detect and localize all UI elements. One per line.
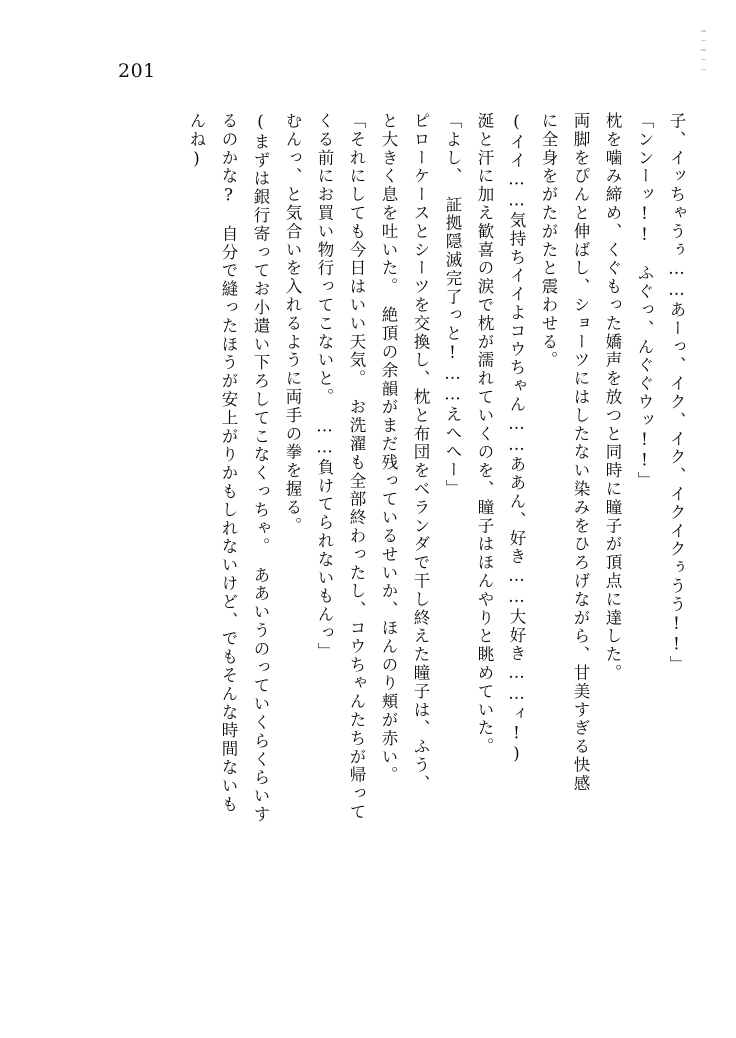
text-column: 子、イッちゃうぅ……あーっ、イク、イク、イクイクぅうう!!」 [667,112,686,674]
vertical-text-block [88,112,684,972]
margin-mark [701,49,706,51]
text-column: と大きく息を吐いた。 絶頂の余韻がまだ残っているせいか、ほんのり頬が赤い。 [379,112,398,785]
text-column: くる前にお買い物行ってこないと。 ……負けてられないもんっ」 [315,112,334,661]
margin-mark [701,69,706,71]
text-column: 「それにしても今日はいい天気。 お洗濯も全部終わったし、コウちゃんたちが帰って [347,112,366,822]
page-number: 201 [118,60,156,82]
margin-marks [698,30,708,70]
text-column: 「ンンーッ!! ふぐっ、んぐぐウッ!!」 [635,112,654,490]
text-column: るのかな? 自分で縫ったほうが安上がりかもしれないけど、でもそんな時間ないも [219,112,238,814]
text-column: 「よし、 証拠隠滅完了っと!……えへへー」 [443,112,462,498]
text-column: んね) [187,112,206,170]
text-column: 両脚をぴんと伸ばし、ショーツにはしたない染みをひろげながら、甘美すぎる快感 [571,112,590,793]
text-column: 枕を噛み締め、くぐもった嬌声を放つと同時に瞳子が頂点に達した。 [603,112,622,683]
text-column: ピローケースとシーツを交換し、枕と布団をベランダで干し終えた瞳子は、ふう、 [411,112,430,793]
margin-mark [701,40,706,42]
text-column: (イイ……気持ちイイよコウちゃん……ああん、好き……大好き……ィ!) [507,112,526,766]
text-column: (まずは銀行寄ってお小遣い下ろしてこなくっちゃ。 ああいうのっていくらくらいす [251,112,270,824]
text-column: むんっ、と気合いを入れるように両手の拳を握る。 [283,112,302,536]
margin-mark [701,59,706,61]
text-column: に全身をがたがたと震わせる。 [539,112,558,370]
margin-mark [701,30,706,32]
text-column: 涎と汗に加え歓喜の涙で枕が濡れていくのを、瞳子はほんやりと眺めていた。 [475,112,494,756]
